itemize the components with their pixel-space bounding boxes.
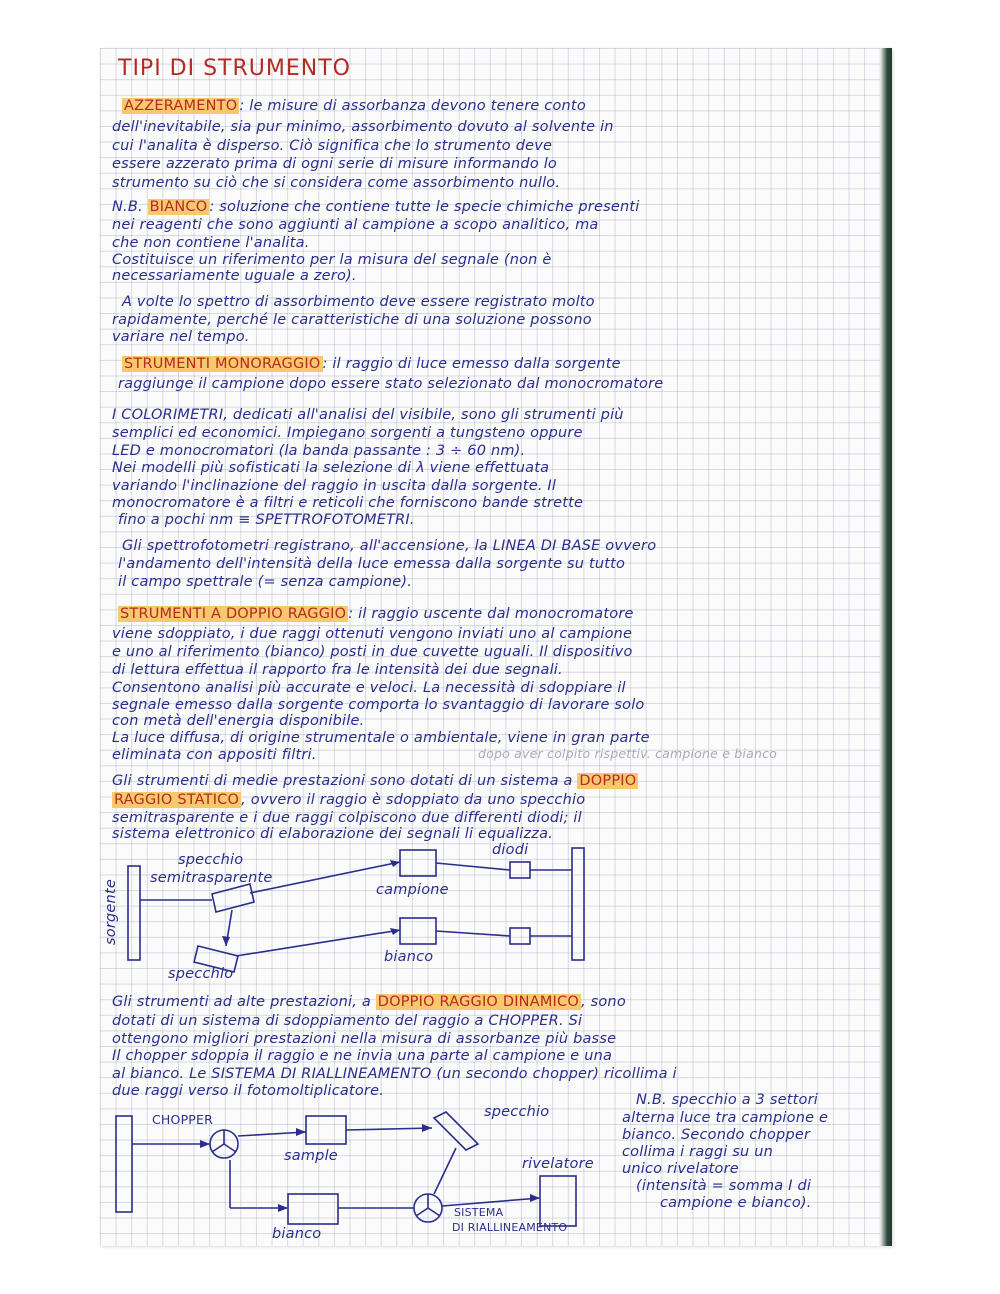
colorimetri-line: fino a pochi nm ≡ SPETTROFOTOMETRI. xyxy=(118,512,415,528)
label-bianco-2: bianco xyxy=(272,1226,322,1242)
doppio-raggio-line: con metà dell'energia disponibile. xyxy=(112,713,365,729)
statico-heading-b: RAGGIO STATICO xyxy=(114,792,240,808)
nb-note-line: campione e bianco). xyxy=(660,1195,812,1211)
nb-note-line: alterna luce tra campione e xyxy=(622,1110,829,1126)
spettro-line: rapidamente, perché le caratteristiche di una soluzione possono xyxy=(112,312,592,328)
bianco-text: : soluzione che contiene tutte le specie chimiche presenti xyxy=(209,199,640,215)
bianco-line: che non contiene l'analita. xyxy=(112,235,310,251)
spettrofotometri-line: Gli spettrofotometri registrano, all'accensione, la LINEA DI BASE ovvero xyxy=(122,538,657,554)
doppio-raggio-line: Consentono analisi più accurate e veloci. La necessità di sdoppiare il xyxy=(112,680,626,696)
monoraggio-text: : il raggio di luce emesso dalla sorgente xyxy=(322,356,621,372)
doppio-raggio-line: segnale emesso dalla sorgente comporta lo svantaggio di lavorare solo xyxy=(112,697,645,713)
doppio-raggio-line: eliminata con appositi filtri. xyxy=(112,747,317,763)
dinamico-text: , sono xyxy=(580,994,626,1010)
label-bianco: bianco xyxy=(384,949,434,965)
label-chopper: CHOPPER xyxy=(152,1112,214,1127)
statico-line: sistema elettronico di elaborazione dei segnali li equalizza. xyxy=(112,826,553,842)
doppio-raggio-line: e uno al riferimento (bianco) posti in due cuvette uguali. Il dispositivo xyxy=(112,644,633,660)
nb-note-line: N.B. specchio a 3 settori xyxy=(636,1092,818,1108)
azzeramento-line: essere azzerato prima di ogni serie di misure informando lo xyxy=(112,156,558,172)
colorimetri-line: monocromatore è a filtri e reticoli che forniscono bande strette xyxy=(112,495,584,511)
spettro-line: A volte lo spettro di assorbimento deve essere registrato molto xyxy=(122,294,595,310)
label-diodi: diodi xyxy=(492,842,529,858)
notebook-spine xyxy=(880,48,892,1246)
label-specchio: specchio xyxy=(168,966,234,982)
dinamico-heading: DOPPIO RAGGIO DINAMICO xyxy=(377,994,579,1010)
azzeramento-heading: AZZERAMENTO xyxy=(124,98,238,114)
azzeramento-text: : le misure di assorbanza devono tenere conto xyxy=(239,98,586,114)
label-rivelatore: rivelatore xyxy=(522,1156,594,1172)
azzeramento-line: strumento su ciò che si considera come assorbimento nullo. xyxy=(112,175,561,191)
colorimetri-line: Nei modelli più sofisticati la selezione di λ viene effettuata xyxy=(112,460,550,476)
label-specchio-semi-a: specchio xyxy=(178,852,244,868)
monoraggio-line: raggiunge il campione dopo essere stato selezionato dal monocromatore xyxy=(118,376,664,392)
doppio-raggio-line: di lettura effettua il rapporto fra le intensità dei due segnali. xyxy=(112,662,563,678)
dinamico-line: dotati di un sistema di sdoppiamento del raggio a CHOPPER. Si xyxy=(112,1013,583,1029)
statico-line-0 xyxy=(112,773,638,789)
doppio-raggio-line-0 xyxy=(118,606,634,622)
label-sistema-a: SISTEMA xyxy=(454,1206,504,1219)
spettro-line: variare nel tempo. xyxy=(112,329,250,345)
page-title: TIPI DI STRUMENTO xyxy=(118,56,351,81)
nb-prefix: N.B. xyxy=(112,199,143,215)
nb-note-line: collima i raggi su un xyxy=(622,1144,774,1160)
doppio-raggio-heading: STRUMENTI A DOPPIO RAGGIO xyxy=(120,606,347,622)
colorimetri-line: semplici ed economici. Impiegano sorgenti a tungsteno oppure xyxy=(112,425,583,441)
label-specchio-semi-b: semitrasparente xyxy=(150,870,273,886)
statico-line-1 xyxy=(112,792,585,808)
label-specchio-2: specchio xyxy=(484,1104,550,1120)
spettrofotometri-line: il campo spettrale (= senza campione). xyxy=(118,574,413,590)
bianco-line: Costituisce un riferimento per la misura del segnale (non è xyxy=(112,252,552,268)
doppio-raggio-line: viene sdoppiato, i due raggi ottenuti vengono inviati uno al campione xyxy=(112,626,633,642)
monoraggio-line-0 xyxy=(122,356,621,372)
statico-text: Gli strumenti di medie prestazioni sono dotati di un sistema a xyxy=(112,773,573,789)
dinamico-line: al bianco. Le SISTEMA DI RIALLINEAMENTO (un secondo chopper) ricollima i xyxy=(112,1066,677,1082)
label-sample: sample xyxy=(284,1148,338,1164)
azzeramento-line: cui l'analita è disperso. Ciò significa che lo strumento deve xyxy=(112,138,553,154)
azzeramento-line: dell'inevitabile, sia pur minimo, assorbimento dovuto al solvente in xyxy=(112,119,614,135)
colorimetri-line: variando l'inclinazione del raggio in uscita dalla sorgente. Il xyxy=(112,478,557,494)
colorimetri-line: I COLORIMETRI, dedicati all'analisi del visibile, sono gli strumenti più xyxy=(112,407,624,423)
dinamico-line: ottengono migliori prestazioni nella misura di assorbanze più basse xyxy=(112,1031,617,1047)
nb-note-line: unico rivelatore xyxy=(622,1161,739,1177)
azzeramento-line-0 xyxy=(122,98,586,114)
colorimetri-line: LED e monocromatori (la banda passante : 3 ÷ 60 nm). xyxy=(112,443,526,459)
nb-note-line: (intensità = somma I di xyxy=(636,1178,812,1194)
statico-line: semitrasparente e i due raggi colpiscono due differenti diodi; il xyxy=(112,810,582,826)
label-sistema-b: DI RIALLINEAMENTO xyxy=(452,1221,568,1234)
doppio-raggio-text: : il raggio uscente dal monocromatore xyxy=(348,606,634,622)
bianco-line: nei reagenti che sono aggiunti al campione a scopo analitico, ma xyxy=(112,217,599,233)
nb-note-line: bianco. Secondo chopper xyxy=(622,1127,811,1143)
doppio-raggio-line: La luce diffusa, di origine strumentale o ambientale, viene in gran parte xyxy=(112,730,650,746)
bianco-line-0 xyxy=(112,199,639,215)
dinamico-text: Gli strumenti ad alte prestazioni, a xyxy=(112,994,371,1010)
spettrofotometri-line: l'andamento dell'intensità della luce emessa dalla sorgente su tutto xyxy=(118,556,626,572)
statico-heading-a: DOPPIO xyxy=(579,773,637,789)
dinamico-line: Il chopper sdoppia il raggio e ne invia una parte al campione e una xyxy=(112,1048,613,1064)
label-campione: campione xyxy=(376,882,449,898)
statico-text: , ovvero il raggio è sdoppiato da uno specchio xyxy=(241,792,586,808)
dinamico-line: due raggi verso il fotomoltiplicatore. xyxy=(112,1083,385,1099)
dinamico-line-0 xyxy=(112,994,626,1010)
monoraggio-heading: STRUMENTI MONORAGGIO xyxy=(124,356,321,372)
bianco-heading: BIANCO xyxy=(149,199,208,215)
label-sorgente: sorgente xyxy=(102,879,119,945)
bianco-line: necessariamente uguale a zero). xyxy=(112,268,357,284)
gray-annotation: dopo aver colpito rispettiv. campione e bianco xyxy=(478,746,777,761)
